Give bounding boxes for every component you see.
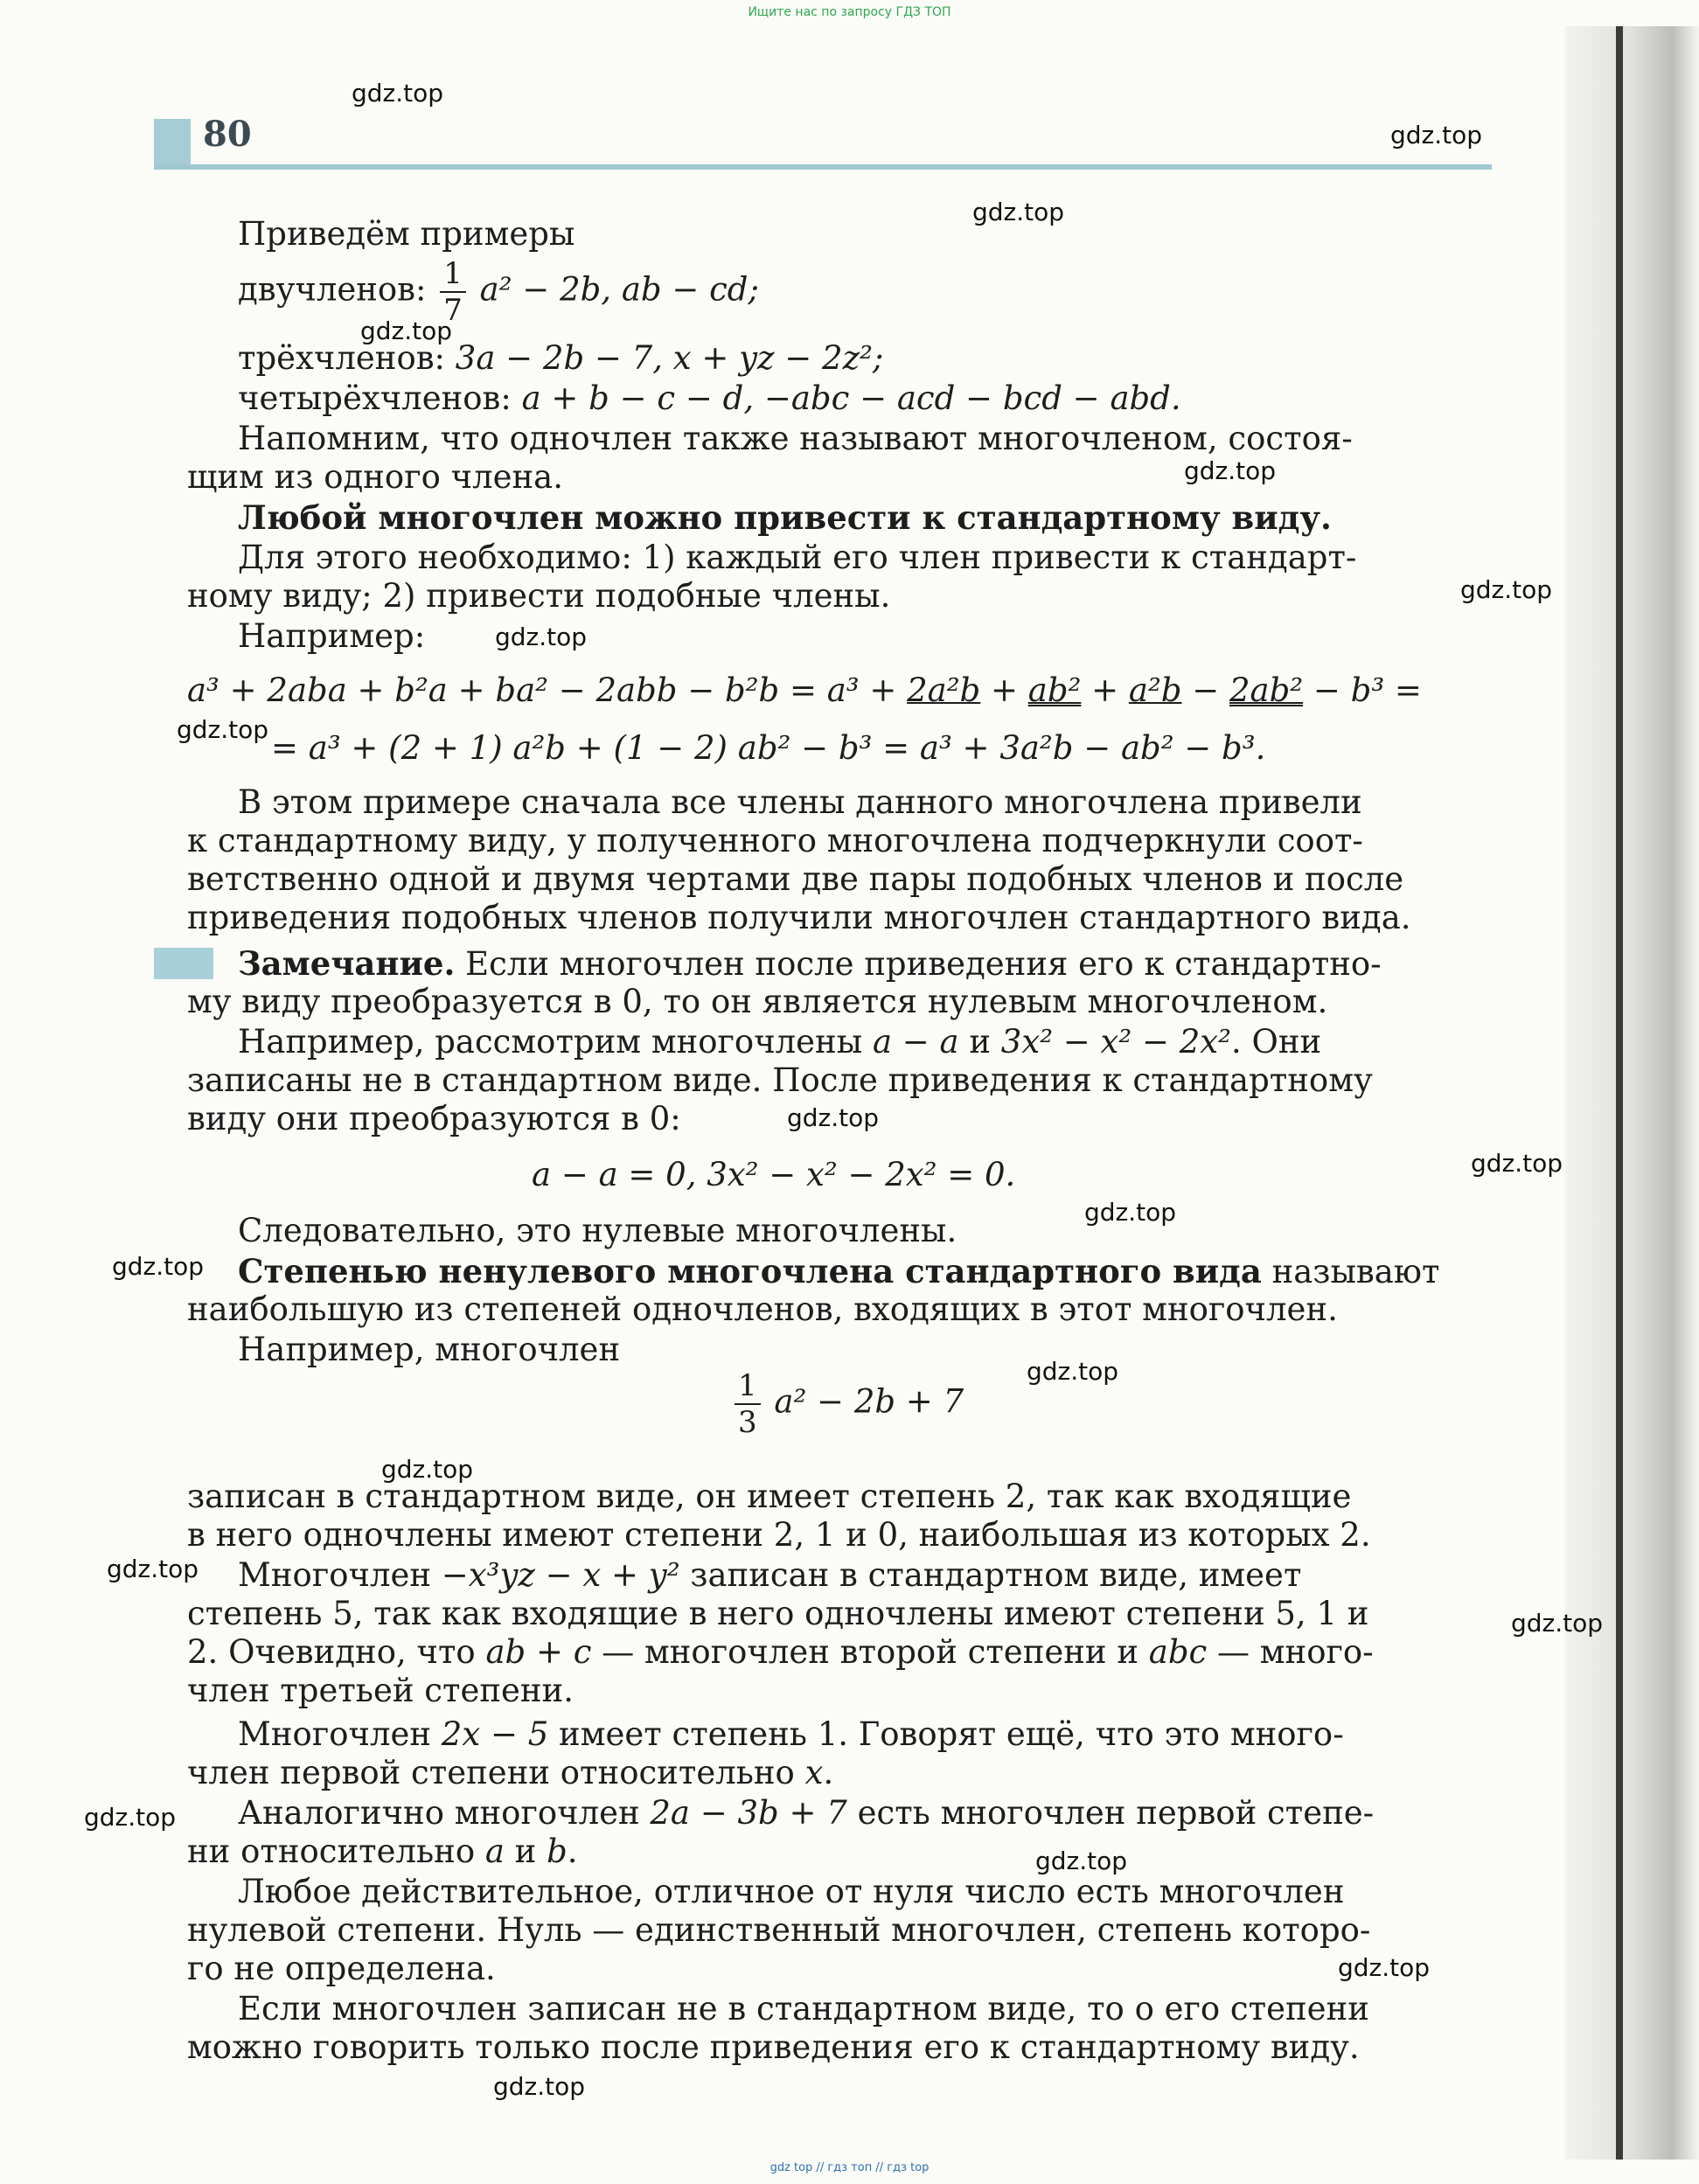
header-accent-block <box>154 119 191 164</box>
watermark: gdz.top <box>787 1103 880 1132</box>
linear-2a: член первой степени относительно <box>187 1754 805 1791</box>
rule-steps-line-1: Для этого необходимо: 1) каждый его член привести к стандарт- <box>238 539 1357 576</box>
linear-line-4 <box>187 1833 578 1871</box>
linear-line-3 <box>238 1794 1374 1833</box>
zero-degree-line-2: нулевой степени. Нуль — единственный многочлен, степень которо- <box>187 1911 1371 1949</box>
degree-example-intro: Например, многочлен <box>238 1331 621 1368</box>
trinomials-expression: 3a − 2b − 7, x + yz − 2z²; <box>455 339 884 377</box>
binomials-line <box>238 256 759 328</box>
zero-degree-line-3: го не определена. <box>187 1950 496 1987</box>
watermark: gdz.top <box>1460 575 1553 604</box>
degree5-3b: — многочлен второй степени и <box>591 1633 1149 1671</box>
fraction-numerator: 1 <box>440 259 466 293</box>
degree-definition-rest: называют <box>1261 1253 1440 1290</box>
degree-definition-line-2: наибольшую из степеней одночленов, входящих в этот многочлен. <box>187 1290 1338 1328</box>
fraction-denominator: 7 <box>443 293 463 328</box>
eq1-end: − b³ = <box>1303 671 1422 709</box>
degree5-3a: 2. Очевидно, что <box>187 1633 486 1671</box>
trinomials-line <box>238 339 883 378</box>
top-banner: Ищите нас по запросу ГДЗ ТОП <box>748 5 951 19</box>
examples-intro: Приведём примеры <box>238 215 575 253</box>
linear-4c: . <box>567 1833 578 1870</box>
book-spine <box>1565 26 1699 2160</box>
remark-line-2: му виду преобразуется в 0, то он является нулевым многочленом. <box>187 983 1328 1020</box>
linear-2-math: x <box>804 1754 824 1791</box>
linear-3a: Аналогично многочлен <box>238 1794 651 1832</box>
monomial-note-line-2: щим из одного члена. <box>187 458 563 496</box>
remark-marker <box>154 948 213 979</box>
remark-3-math-2: 3x² − x² − 2x² <box>1000 1023 1232 1061</box>
quadrinomials-line <box>238 379 1181 418</box>
watermark: gdz.top <box>1035 1847 1128 1875</box>
binomials-fraction <box>440 256 466 328</box>
linear-4-math-1: a <box>484 1833 505 1870</box>
remark-text-1: Если многочлен после приведения его к стандартно- <box>455 945 1382 983</box>
example-label: Например: <box>238 617 426 655</box>
degree5-line-2: степень 5, так как входящие в него одночлены имеют степени 5, 1 и <box>187 1595 1369 1632</box>
degree5-line-1 <box>238 1556 1301 1595</box>
bottom-banner: gdz top // гдз топ // гдз top <box>769 2161 930 2174</box>
degree5-b: записан в стандартном виде, имеет <box>679 1556 1302 1594</box>
watermark: gdz.top <box>84 1803 177 1832</box>
binomials-label: двучленов: <box>238 270 427 309</box>
degree-fraction <box>735 1368 761 1440</box>
quadrinomials-expression: a + b − c − d, −abc − acd − bcd − abd. <box>521 379 1181 417</box>
zero-equations: a − a = 0, 3x² − x² − 2x² = 0. <box>532 1156 1016 1193</box>
remark-line-1 <box>238 944 1382 984</box>
nonstandard-line-1: Если многочлен записан не в стандартном виде, то о его степени <box>238 1990 1369 2028</box>
remark-line-4: записаны не в стандартном виде. После приведения к стандартному <box>187 1061 1373 1099</box>
degree-definition-term: Степенью ненулевого многочлена стандартного вида <box>238 1252 1262 1290</box>
degree-example-polynomial <box>731 1368 964 1440</box>
remark-3a: Например, рассмотрим многочлены <box>238 1023 873 1061</box>
degree-explain-line-2: в него одночлены имеют степени 2, 1 и 0, наибольшая из которых 2. <box>187 1516 1371 1554</box>
standard-form-rule: Любой многочлен можно привести к стандартному виду. <box>238 498 1332 537</box>
watermark: gdz.top <box>352 79 444 108</box>
eq1-op-3: − <box>1181 671 1229 709</box>
linear-1a: Многочлен <box>238 1715 442 1753</box>
watermark: gdz.top <box>972 198 1065 226</box>
degree-definition-line-1 <box>238 1252 1440 1291</box>
watermark: gdz.top <box>1184 456 1277 485</box>
remark-3b: и <box>958 1023 1001 1061</box>
eq1-term-4: 2ab² <box>1229 671 1304 709</box>
watermark: gdz.top <box>1471 1149 1563 1178</box>
eq1-term-2: ab² <box>1027 671 1082 709</box>
equation-line-2: = a³ + (2 + 1) a²b + (1 − 2) ab² − b³ = a³ + 3a²b − ab² − b³. <box>271 729 1266 767</box>
linear-4b: и <box>504 1833 547 1870</box>
degree-explain-line-1: записан в стандартном виде, он имеет степень 2, так как входящие <box>187 1478 1352 1515</box>
linear-3-math: 2a − 3b + 7 <box>650 1794 847 1832</box>
equation-line-1 <box>187 671 1422 710</box>
linear-1-math: 2x − 5 <box>441 1715 549 1753</box>
trinomials-label: трёхчленов: <box>238 339 446 377</box>
rule-steps-line-2: ному виду; 2) привести подобные члены. <box>187 577 891 615</box>
watermark: gdz.top <box>495 623 588 651</box>
binomials-expression: a² − 2b, ab − cd; <box>479 270 759 309</box>
watermark: gdz.top <box>1027 1357 1119 1386</box>
remark-label: Замечание. <box>238 944 456 983</box>
page-number: 80 <box>203 114 252 155</box>
watermark: gdz.top <box>381 1455 474 1484</box>
quadrinomials-label: четырёхчленов: <box>238 379 512 417</box>
watermark: gdz.top <box>1338 1953 1431 1982</box>
fraction-denominator: 3 <box>738 1405 757 1440</box>
watermark: gdz.top <box>360 316 453 345</box>
degree5-line-3 <box>187 1633 1374 1672</box>
zero-conclusion: Следовательно, это нулевые многочлены. <box>238 1212 957 1249</box>
nonstandard-line-2: можно говорить только после приведения его к стандартному виду. <box>187 2028 1360 2066</box>
degree5-3-math-1: ab + c <box>485 1633 592 1671</box>
linear-4-math-2: b <box>547 1833 567 1870</box>
watermark: gdz.top <box>107 1555 199 1583</box>
remark-3c: . Они <box>1231 1023 1322 1061</box>
linear-line-2 <box>187 1754 833 1792</box>
remark-line-5: виду они преобразуются в 0: <box>187 1100 681 1137</box>
watermark: gdz.top <box>1511 1609 1604 1638</box>
degree5-3c: — много- <box>1207 1633 1374 1671</box>
monomial-note-line-1: Напомним, что одночлен также называют многочленом, состоя- <box>238 420 1353 457</box>
watermark: gdz.top <box>177 715 269 744</box>
header-rule <box>154 164 1492 170</box>
remark-line-3 <box>238 1023 1321 1061</box>
eq1-term-1: 2a²b <box>907 671 981 709</box>
explain-line-3: ветственно одной и двумя чертами две пары подобных членов и после <box>187 860 1404 898</box>
zero-degree-line-1: Любое действительное, отличное от нуля число есть многочлен <box>238 1873 1345 1910</box>
linear-line-1 <box>238 1715 1344 1754</box>
remark-3-math-1: a − a <box>872 1023 959 1061</box>
eq1-term-3: a²b <box>1128 671 1182 709</box>
watermark: gdz.top <box>112 1252 205 1281</box>
eq1-op-1: + <box>980 671 1028 709</box>
eq1-lhs: a³ + 2aba + b²a + ba² − 2abb − b²b = a³ + <box>187 671 908 709</box>
eq1-op-2: + <box>1081 671 1129 709</box>
linear-3b: есть многочлен первой степе- <box>846 1794 1375 1832</box>
degree5-line-4: член третьей степени. <box>187 1672 574 1709</box>
spine-edge <box>1616 26 1623 2160</box>
watermark: gdz.top <box>1084 1198 1177 1227</box>
linear-4a: ни относительно <box>187 1833 485 1870</box>
watermark: gdz.top <box>493 2072 586 2101</box>
explain-line-4: приведения подобных членов получили многочлен стандартного вида. <box>187 899 1411 936</box>
linear-2b: . <box>823 1754 834 1791</box>
degree5-3-math-2: abc <box>1148 1633 1208 1671</box>
fraction-numerator: 1 <box>735 1371 761 1405</box>
degree5-a: Многочлен <box>238 1556 442 1594</box>
linear-1b: имеет степень 1. Говорят ещё, что это много- <box>548 1715 1344 1753</box>
degree5-math: −x³yz − x + y² <box>441 1556 680 1594</box>
degree-polynomial-rest: a² − 2b + 7 <box>774 1382 964 1421</box>
explain-line-2: к стандартному виду, у полученного многочлена подчеркнули соот- <box>187 822 1363 859</box>
watermark: gdz.top <box>1390 121 1483 150</box>
explain-line-1: В этом примере сначала все члены данного многочлена привели <box>238 783 1362 821</box>
